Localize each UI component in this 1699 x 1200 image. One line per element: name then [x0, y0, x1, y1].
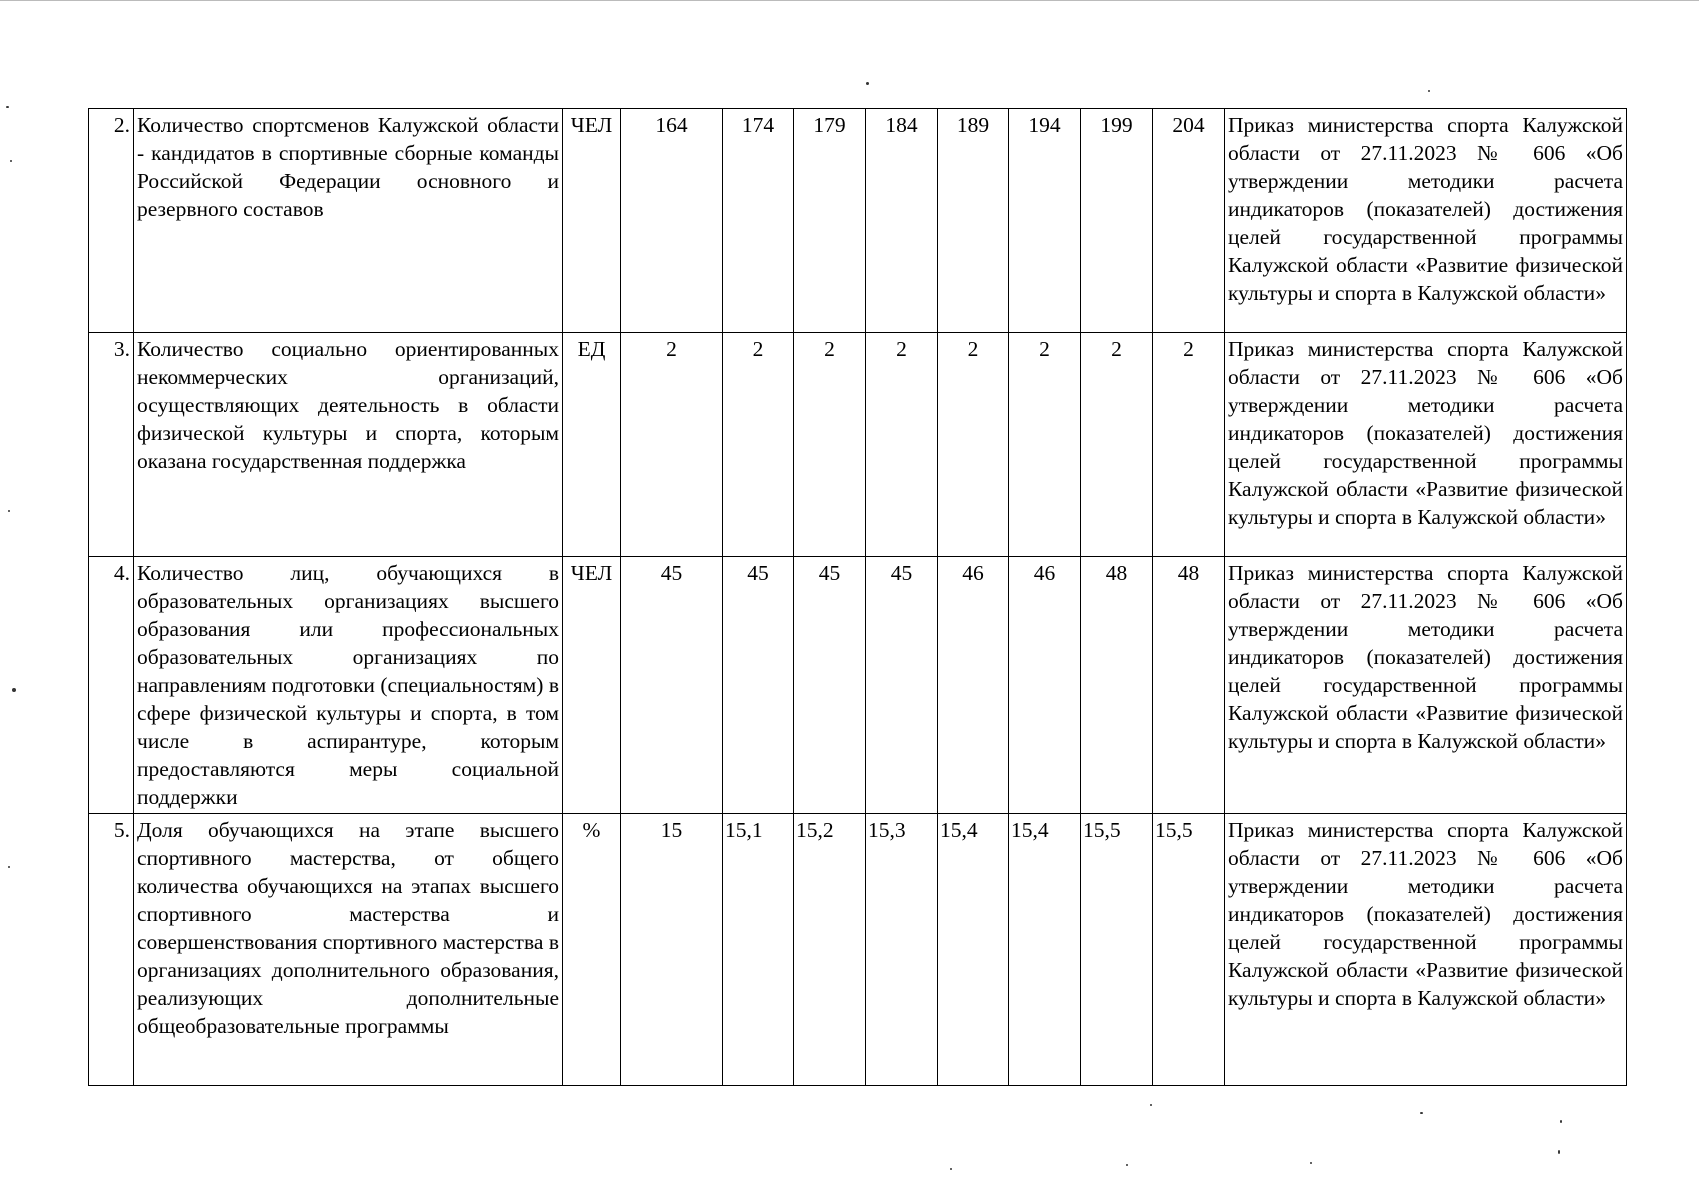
scan-edge-line: [0, 0, 1699, 1]
scan-speck: [866, 82, 869, 85]
scan-speck: [1560, 1120, 1562, 1123]
row-number: 5.: [89, 814, 134, 1086]
value-cell: 194: [1009, 109, 1081, 333]
value-cell: 2: [723, 333, 794, 557]
value-cell: 48: [1153, 557, 1225, 814]
value-cell: 2: [1153, 333, 1225, 557]
scan-speck: [1420, 1112, 1423, 1114]
table-row: [89, 557, 1627, 814]
value-cell: 46: [938, 557, 1009, 814]
unit-cell: %: [563, 814, 621, 1086]
scan-speck: [1126, 1164, 1128, 1166]
indicator-name: Количество социально ориентированных некоммерческих организаций, осуществляющих деятельность в области физической культуры и спорта, которым оказана государственная поддержка: [134, 333, 563, 557]
source-document-cell: Приказ министерства спорта Калужской области от 27.11.2023 № 606 «Об утверждении методики расчета индикаторов (показателей) достижения целей государственной программы Калужской области «Развитие физической культуры и спорта в Калужской области»: [1225, 333, 1627, 557]
row-number: 4.: [89, 557, 134, 814]
table-row: [89, 109, 1627, 333]
value-cell: 15: [621, 814, 723, 1086]
value-cell: 15,4: [938, 814, 1009, 1086]
value-cell: 15,3: [866, 814, 938, 1086]
value-cell: 15,4: [1009, 814, 1081, 1086]
value-cell: 2: [938, 333, 1009, 557]
scan-speck: [950, 1168, 952, 1170]
scan-speck: [1150, 1104, 1152, 1106]
value-cell: 46: [1009, 557, 1081, 814]
scan-speck: [8, 510, 10, 512]
value-cell: 2: [1081, 333, 1153, 557]
unit-cell: ЧЕЛ: [563, 109, 621, 333]
value-cell: 45: [866, 557, 938, 814]
value-cell: 204: [1153, 109, 1225, 333]
unit-cell: ЕД: [563, 333, 621, 557]
value-cell: 199: [1081, 109, 1153, 333]
indicator-name: Доля обучающихся на этапе высшего спортивного мастерства, от общего количества обучающихся на этапах высшего спортивного мастерства и совершенствования спортивного мастерства в организациях дополнительного образования, реализующих дополнительные общеобразовательные программы: [134, 814, 563, 1086]
value-cell: 174: [723, 109, 794, 333]
value-cell: 15,2: [794, 814, 866, 1086]
value-cell: 15,1: [723, 814, 794, 1086]
value-cell: 2: [866, 333, 938, 557]
value-cell: 45: [723, 557, 794, 814]
value-cell: 2: [1009, 333, 1081, 557]
value-cell: 45: [621, 557, 723, 814]
source-document-cell: Приказ министерства спорта Калужской области от 27.11.2023 № 606 «Об утверждении методики расчета индикаторов (показателей) достижения целей государственной программы Калужской области «Развитие физической культуры и спорта в Калужской области»: [1225, 557, 1627, 814]
row-number: 3.: [89, 333, 134, 557]
unit-cell: ЧЕЛ: [563, 557, 621, 814]
value-cell: 164: [621, 109, 723, 333]
value-cell: 15,5: [1153, 814, 1225, 1086]
scan-speck: [6, 106, 9, 108]
scan-speck: [12, 688, 16, 692]
value-cell: 2: [621, 333, 723, 557]
scan-speck: [1558, 1150, 1560, 1154]
value-cell: 2: [794, 333, 866, 557]
value-cell: 179: [794, 109, 866, 333]
indicator-name: Количество спортсменов Калужской области - кандидатов в спортивные сборные команды Российской Федерации основного и резервного составов: [134, 109, 563, 333]
value-cell: 45: [794, 557, 866, 814]
row-number: 2.: [89, 109, 134, 333]
value-cell: 48: [1081, 557, 1153, 814]
scan-speck: [8, 866, 10, 868]
value-cell: 184: [866, 109, 938, 333]
value-cell: 15,5: [1081, 814, 1153, 1086]
table-row: [89, 814, 1627, 1086]
value-cell: 189: [938, 109, 1009, 333]
scan-speck: [1310, 1162, 1312, 1164]
source-document-cell: Приказ министерства спорта Калужской области от 27.11.2023 № 606 «Об утверждении методики расчета индикаторов (показателей) достижения целей государственной программы Калужской области «Развитие физической культуры и спорта в Калужской области»: [1225, 814, 1627, 1086]
source-document-cell: Приказ министерства спорта Калужской области от 27.11.2023 № 606 «Об утверждении методики расчета индикаторов (показателей) достижения целей государственной программы Калужской области «Развитие физической культуры и спорта в Калужской области»: [1225, 109, 1627, 333]
table-row: [89, 333, 1627, 557]
scan-speck: [1428, 90, 1430, 92]
scan-speck: [10, 160, 12, 162]
indicators-table: [88, 108, 1627, 1086]
indicator-name: Количество лиц, обучающихся в образовательных организациях высшего образования или профессиональных образовательных организациях по направлениям подготовки (специальностям) в сфере физической культуры и спорта, в том числе в аспирантуре, которым предоставляются меры социальной поддержки: [134, 557, 563, 814]
